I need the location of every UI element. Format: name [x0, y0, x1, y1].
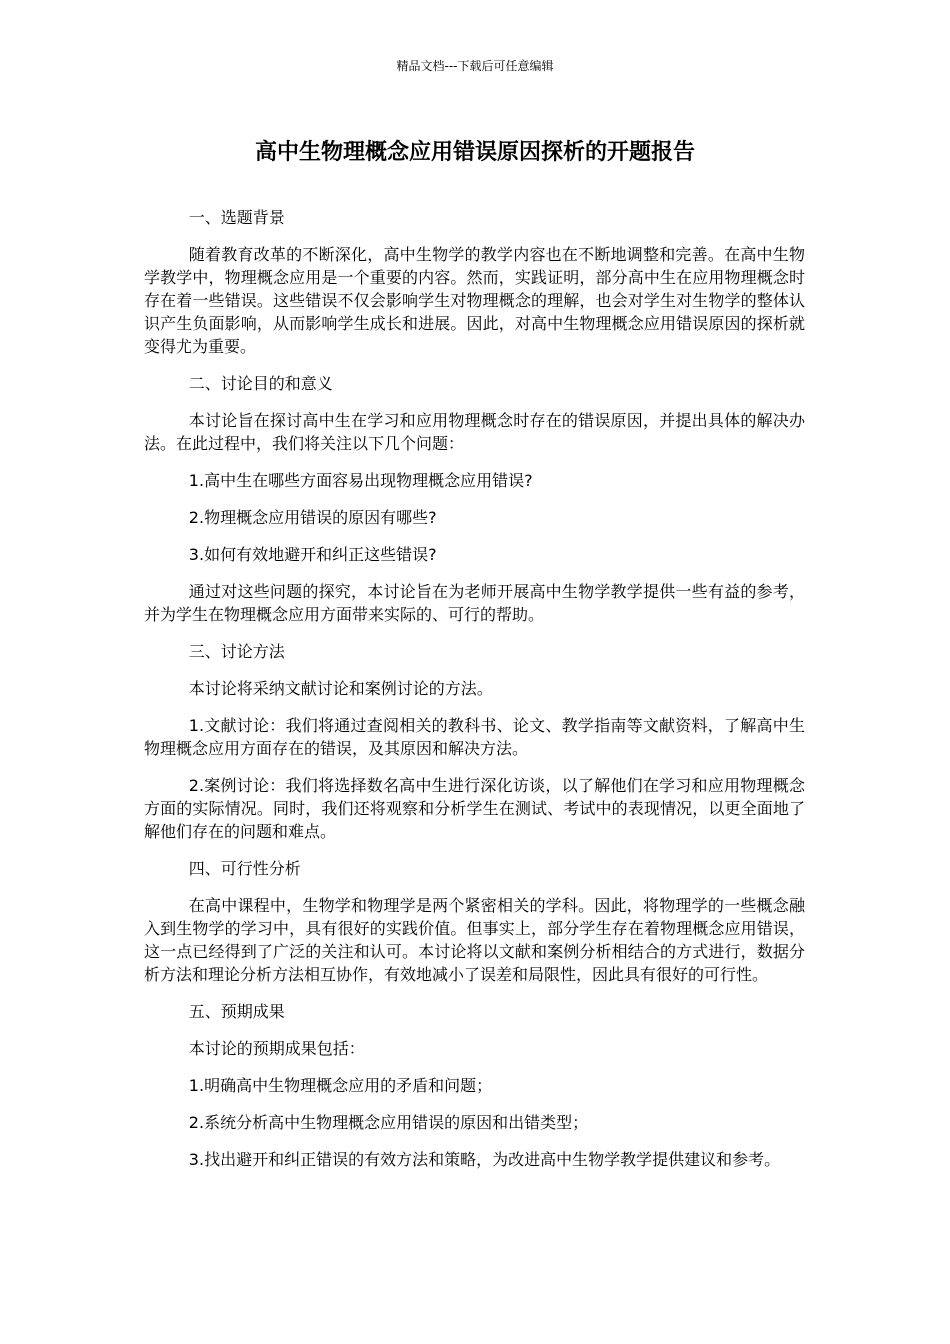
- list-item: 1.明确高中生物理概念应用的矛盾和问题；: [188, 1076, 493, 1095]
- section-heading-expected-results: 五、预期成果: [188, 1002, 285, 1021]
- section-heading-purpose: 二、讨论目的和意义: [188, 374, 333, 393]
- list-item: 2.物理概念应用错误的原因有哪些?: [188, 508, 437, 527]
- list-item: 2.案例讨论：我们将选择数名高中生进行深化访谈，以了解他们在学习和应用物理概念方面的实际情况。同时，我们还将观察和分析学生在测试、考试中的表现情况，以更全面地了解他们存在的问题和难点。: [144, 776, 805, 841]
- list-item: 1.高中生在哪些方面容易出现物理概念应用错误?: [188, 471, 533, 490]
- document-title: 高中生物理概念应用错误原因探析的开题报告: [254, 140, 695, 165]
- list-item: 2.系统分析高中生物理概念应用错误的原因和出错类型；: [188, 1113, 589, 1132]
- section-heading-feasibility: 四、可行性分析: [188, 859, 301, 878]
- paragraph: 本讨论旨在探讨高中生在学习和应用物理概念时存在的错误原因，并提出具体的解决办法。在此过程中，我们将关注以下几个问题：: [144, 411, 805, 453]
- section-heading-background: 一、选题背景: [188, 208, 285, 227]
- paragraph: 通过对这些问题的探究，本讨论旨在为老师开展高中生物学教学提供一些有益的参考，并为学生在物理概念应用方面带来实际的、可行的帮助。: [144, 582, 805, 624]
- document-body: [144, 206, 805, 1185]
- page-header: 精品文档---下载后可任意编辑: [396, 59, 554, 73]
- paragraph: 本讨论将采纳文献讨论和案例讨论的方法。: [188, 679, 493, 698]
- paragraph: 本讨论的预期成果包括：: [188, 1039, 365, 1058]
- section-heading-method: 三、讨论方法: [188, 642, 285, 661]
- list-item: 3.找出避开和纠正错误的有效方法和策略，为改进高中生物学教学提供建议和参考。: [188, 1150, 781, 1169]
- paragraph: 在高中课程中，生物学和物理学是两个紧密相关的学科。因此，将物理学的一些概念融入到生物学的学习中，具有很好的实践价值。但事实上，部分学生存在着物理概念应用错误，这一点已经得到了广泛的关注和认可。本讨论将以文献和案例分析相结合的方式进行，数据分析方法和理论分析方法相互协作，有效地减小了误差和局限性，因此具有很好的可行性。: [144, 896, 805, 984]
- list-item: 1.文献讨论：我们将通过查阅相关的教科书、论文、教学指南等文献资料，了解高中生物理概念应用方面存在的错误，及其原因和解决方法。: [144, 716, 805, 758]
- paragraph: 随着教育改革的不断深化，高中生物学的教学内容也在不断地调整和完善。在高中生物学教学中，物理概念应用是一个重要的内容。然而，实践证明，部分高中生在应用物理概念时存在着一些错误。这些错误不仅会影响学生对物理概念的理解，也会对学生对生物学的整体认识产生负面影响，从而影响学生成长和进展。因此，对高中生物理概念应用错误原因的探析就变得尤为重要。: [144, 245, 805, 356]
- list-item: 3.如何有效地避开和纠正这些错误?: [188, 545, 437, 564]
